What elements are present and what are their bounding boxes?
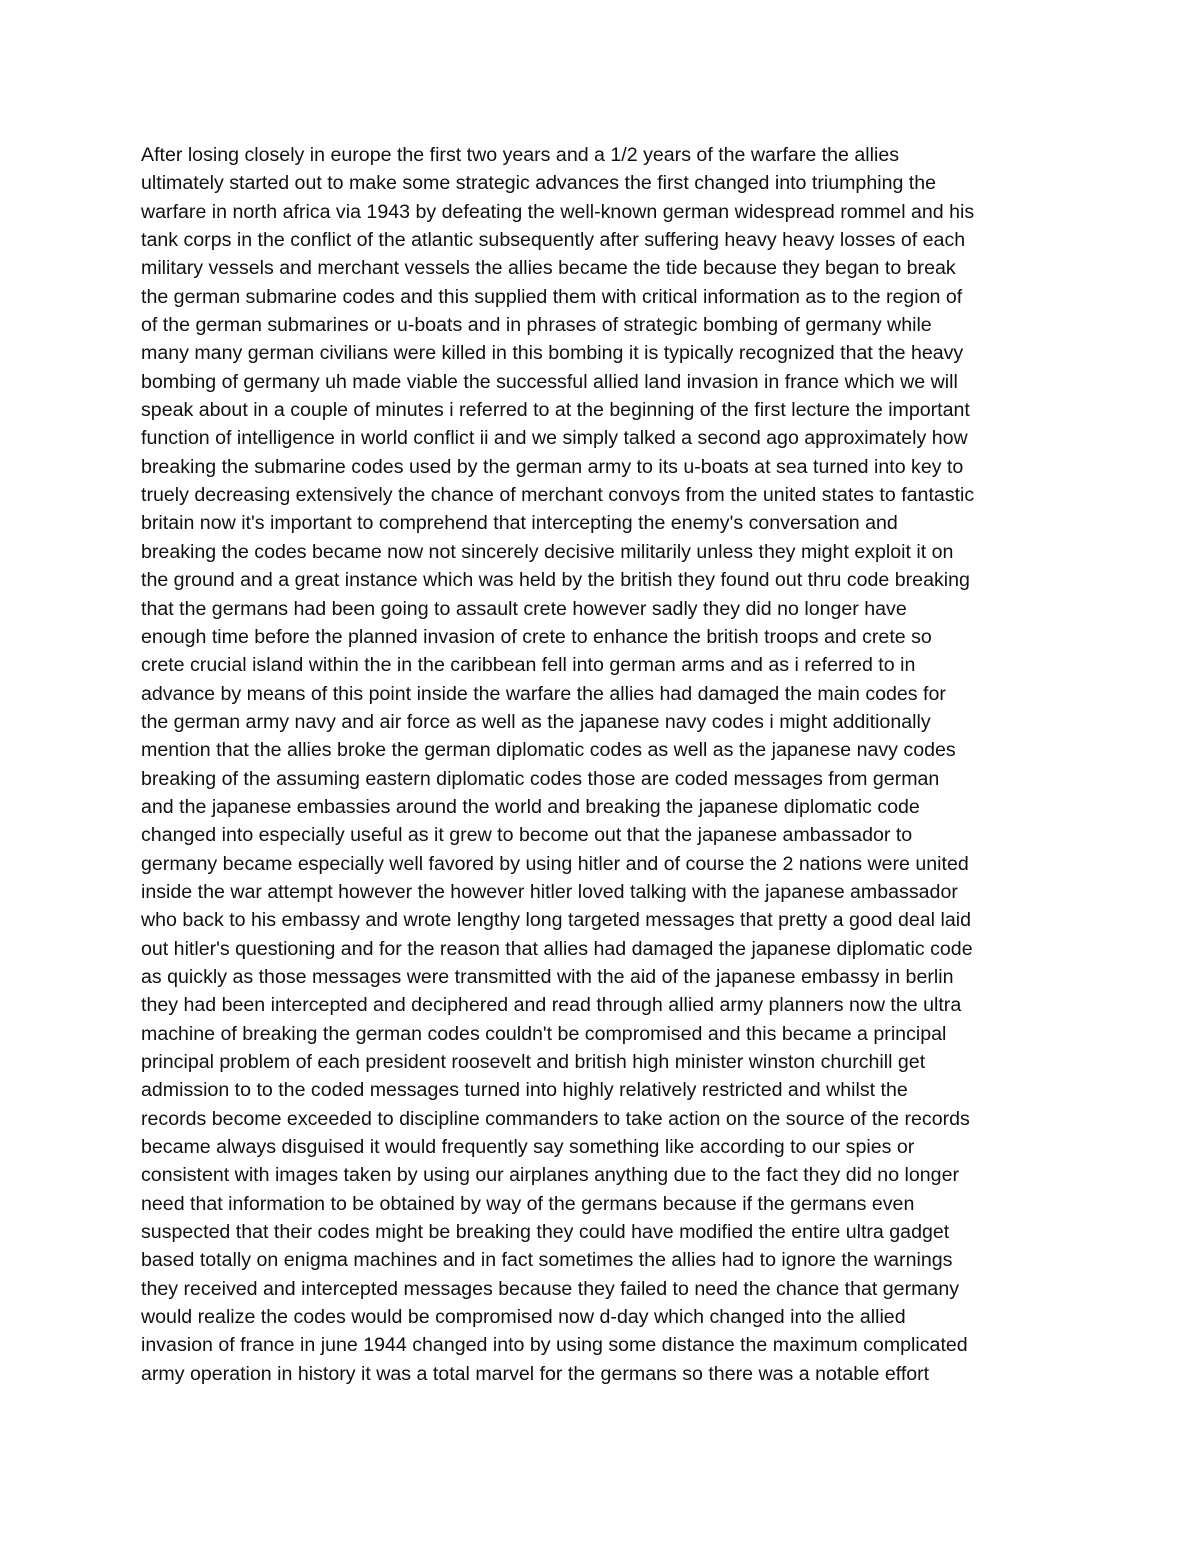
text-line: ultimately started out to make some strategic advances the first changed into triumphing the: [141, 172, 937, 195]
text-line: speak about in a couple of minutes i referred to at the beginning of the first lecture the important: [141, 399, 970, 422]
text-line: crete crucial island within the in the caribbean fell into german arms and as i referred to in: [141, 654, 916, 677]
text-line: army operation in history it was a total marvel for the germans so there was a notable effort: [141, 1362, 930, 1385]
text-line: warfare in north africa via 1943 by defeating the well-known german widespread rommel and his: [141, 200, 975, 223]
body-paragraph: [141, 141, 1101, 1388]
text-line: mention that the allies broke the german diplomatic codes as well as the japanese navy codes: [141, 739, 956, 762]
text-line: tank corps in the conflict of the atlantic subsequently after suffering heavy heavy losses of each: [141, 229, 966, 252]
text-line: became always disguised it would frequently say something like according to our spies or: [141, 1136, 915, 1159]
text-line: britain now it's important to comprehend that intercepting the enemy's conversation and: [141, 512, 898, 535]
text-line: admission to to the coded messages turned into highly relatively restricted and whilst the: [141, 1079, 908, 1102]
text-line: enough time before the planned invasion of crete to enhance the british troops and crete so: [141, 625, 932, 648]
text-line: would realize the codes would be compromised now d-day which changed into the allied: [141, 1306, 906, 1329]
text-line: principal problem of each president roosevelt and british high minister winston churchill get: [141, 1051, 926, 1073]
text-line: the german submarine codes and this supplied them with critical information as to the region of: [141, 285, 963, 308]
text-line: truely decreasing extensively the chance of merchant convoys from the united states to fantastic: [141, 484, 975, 507]
text-line: as quickly as those messages were transmitted with the aid of the japanese embassy in berlin: [141, 965, 954, 988]
text-line: that the germans had been going to assault crete however sadly they did no longer have: [141, 597, 907, 620]
text-line: breaking the codes became now not sincerely decisive militarily unless they might exploit it on: [141, 540, 954, 563]
text-line: advance by means of this point inside the warfare the allies had damaged the main codes for: [141, 682, 946, 705]
text-line: inside the war attempt however the however hitler loved talking with the japanese ambassador: [141, 880, 958, 903]
text-line: consistent with images taken by using our airplanes anything due to the fact they did no longer: [141, 1164, 960, 1187]
text-line: invasion of france in june 1944 changed into by using some distance the maximum complicated: [141, 1334, 968, 1357]
text-line: machine of breaking the german codes couldn't be compromised and this became a principal: [141, 1022, 947, 1045]
text-line: out hitler's questioning and for the reason that allies had damaged the japanese diplomatic code: [141, 937, 973, 960]
text-line: After losing closely in europe the first two years and a 1/2 years of the warfare the allies: [141, 144, 900, 166]
text-line: they had been intercepted and deciphered and read through allied army planners now the ultra: [141, 994, 962, 1017]
text-line: military vessels and merchant vessels the allies became the tide because they began to break: [141, 257, 956, 280]
text-line: who back to his embassy and wrote lengthy long targeted messages that pretty a good deal laid: [141, 909, 971, 932]
text-line: changed into especially useful as it grew to become out that the japanese ambassador to: [141, 824, 913, 847]
text-line: the german army navy and air force as well as the japanese navy codes i might additionally: [141, 710, 931, 733]
text-line: based totally on enigma machines and in fact sometimes the allies had to ignore the warnings: [141, 1249, 953, 1272]
text-line: breaking the submarine codes used by the german army to its u-boats at sea turned into key to: [141, 455, 964, 478]
text-line: and the japanese embassies around the world and breaking the japanese diplomatic code: [141, 795, 920, 818]
text-line: need that information to be obtained by way of the germans because if the germans even: [141, 1192, 915, 1215]
text-line: germany became especially well favored by using hitler and of course the 2 nations were united: [141, 852, 969, 875]
text-line: they received and intercepted messages because they failed to need the chance that germany: [141, 1277, 960, 1300]
text-line: the ground and a great instance which was held by the british they found out thru code breaking: [141, 569, 970, 592]
text-line: many many german civilians were killed in this bombing it is typically recognized that the heavy: [141, 342, 964, 365]
text-line: bombing of germany uh made viable the successful allied land invasion in france which we will: [141, 370, 958, 393]
text-line: records become exceeded to discipline commanders to take action on the source of the records: [141, 1107, 970, 1130]
text-line: function of intelligence in world conflict ii and we simply talked a second ago approximately how: [141, 427, 968, 450]
text-line: suspected that their codes might be breaking they could have modified the entire ultra gadget: [141, 1221, 950, 1244]
text-line: of the german submarines or u-boats and in phrases of strategic bombing of germany while: [141, 314, 932, 337]
text-line: breaking of the assuming eastern diplomatic codes those are coded messages from german: [141, 767, 940, 790]
